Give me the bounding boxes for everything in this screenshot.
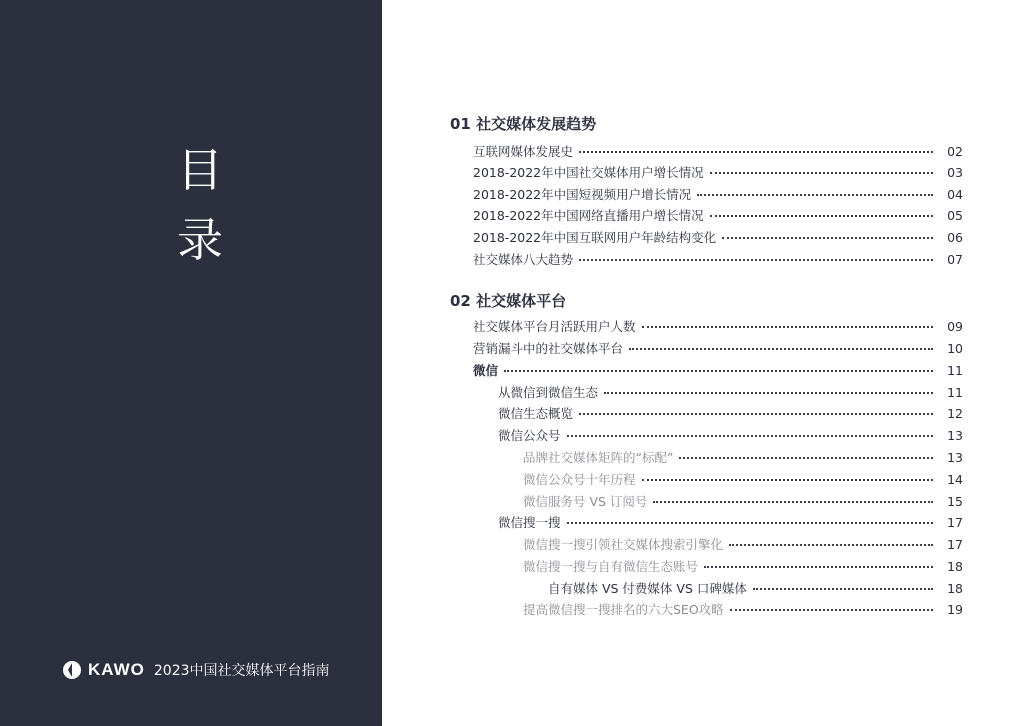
dot-leader [579, 413, 933, 415]
toc-entry-label: 微信服务号 VS 订阅号 [523, 494, 648, 509]
toc-entry-label: 微信 [473, 363, 499, 378]
toc-entry[interactable] [473, 316, 963, 336]
dot-leader [722, 237, 933, 239]
toc-entry-page: 15 [947, 493, 963, 509]
toc-entry-page: 10 [947, 340, 963, 356]
toc-entry-page: 04 [947, 186, 963, 202]
toc-entry-page: 17 [947, 514, 963, 530]
dot-leader [730, 609, 933, 611]
toc-entry-label: 品牌社交媒体矩阵的“标配” [523, 450, 674, 465]
section-title-2: 02 社交媒体平台 [450, 292, 567, 310]
dot-leader [697, 194, 933, 196]
kawo-logo-icon [62, 660, 82, 680]
dot-leader [579, 259, 933, 261]
toc-entry[interactable] [548, 578, 963, 598]
toc-entry-page: 05 [947, 207, 963, 223]
toc-entry-page: 13 [947, 427, 963, 443]
toc-entry-label: 微信搜一搜与自有微信生态账号 [523, 559, 699, 574]
toc-entry[interactable] [523, 599, 963, 619]
toc-entry-page: 17 [947, 536, 963, 552]
toc-title-char-2: 录 [177, 213, 223, 267]
dot-leader [642, 479, 933, 481]
toc-entry[interactable] [498, 382, 963, 402]
toc-entry[interactable] [473, 205, 963, 225]
toc-entry-label: 微信公众号十年历程 [523, 472, 636, 487]
toc-entry-label: 2018-2022年中国互联网用户年龄结构变化 [473, 230, 717, 245]
toc-entry-label: 2018-2022年中国短视频用户增长情况 [473, 187, 692, 202]
toc-entry[interactable] [523, 556, 963, 576]
toc-entry[interactable] [473, 227, 963, 247]
toc-entry[interactable] [473, 249, 963, 269]
toc-entry-label: 微信搜一搜引领社交媒体搜索引擎化 [523, 537, 724, 552]
dot-leader [604, 392, 933, 394]
toc-entry[interactable] [523, 491, 963, 511]
toc-entry[interactable] [523, 447, 963, 467]
toc-entry-page: 14 [947, 471, 963, 487]
toc-entry[interactable] [523, 534, 963, 554]
toc-entry-page: 02 [947, 143, 963, 159]
toc-entry-page: 03 [947, 164, 963, 180]
toc-entry-page: 11 [947, 362, 963, 378]
brand-footer [62, 659, 330, 681]
toc-entry[interactable] [473, 162, 963, 182]
dot-leader [642, 326, 933, 328]
toc-entry-label: 营销漏斗中的社交媒体平台 [473, 341, 624, 356]
dot-leader [679, 457, 933, 459]
toc-entry-page: 13 [947, 449, 963, 465]
toc-entry[interactable] [498, 512, 963, 532]
toc-entry-label: 微信生态概览 [498, 406, 574, 421]
toc-entry-page: 06 [947, 229, 963, 245]
toc-entry-page: 19 [947, 601, 963, 617]
toc-entry[interactable] [473, 360, 963, 380]
toc-entry-page: 11 [947, 384, 963, 400]
dot-leader [753, 588, 933, 590]
toc-entry-label: 微信公众号 [498, 428, 561, 443]
toc-entry-label: 2018-2022年中国社交媒体用户增长情况 [473, 165, 704, 180]
toc-entry-label: 2018-2022年中国网络直播用户增长情况 [473, 208, 704, 223]
toc-entry[interactable] [498, 403, 963, 423]
toc-entry-label: 从微信到微信生态 [498, 385, 599, 400]
dot-leader [567, 522, 933, 524]
toc-entry-label: 社交媒体八大趋势 [473, 252, 574, 267]
section-title-1: 01 社交媒体发展趋势 [450, 115, 597, 133]
toc-entry[interactable] [473, 141, 963, 161]
toc-entry-page: 07 [947, 251, 963, 267]
brand-name: KAWO [88, 660, 145, 679]
toc-entry-page: 18 [947, 558, 963, 574]
dot-leader [567, 435, 933, 437]
toc-entry-label: 微信搜一搜 [498, 515, 561, 530]
toc-entry-page: 12 [947, 405, 963, 421]
dot-leader [710, 215, 933, 217]
dot-leader [579, 151, 933, 153]
dot-leader [710, 172, 933, 174]
toc-title-char-1: 目 [177, 143, 223, 197]
toc-entry[interactable] [523, 469, 963, 489]
dot-leader [729, 544, 933, 546]
toc-entry-page: 18 [947, 580, 963, 596]
toc-entry-label: 互联网媒体发展史 [473, 144, 574, 159]
dot-leader [704, 566, 933, 568]
brand-subtitle: 2023中国社交媒体平台指南 [153, 663, 330, 679]
sidebar [0, 0, 382, 726]
toc-entry[interactable] [498, 425, 963, 445]
dot-leader [653, 501, 933, 503]
toc-entry-label: 提高微信搜一搜排名的六大SEO攻略 [523, 602, 724, 617]
toc-entry-label: 自有媒体 VS 付费媒体 VS 口碑媒体 [548, 581, 747, 596]
dot-leader [504, 370, 933, 372]
toc-entry[interactable] [473, 338, 963, 358]
dot-leader [629, 348, 933, 350]
toc-entry-page: 09 [947, 318, 963, 334]
toc-entry[interactable] [473, 184, 963, 204]
toc-entry-label: 社交媒体平台月活跃用户人数 [473, 319, 636, 334]
